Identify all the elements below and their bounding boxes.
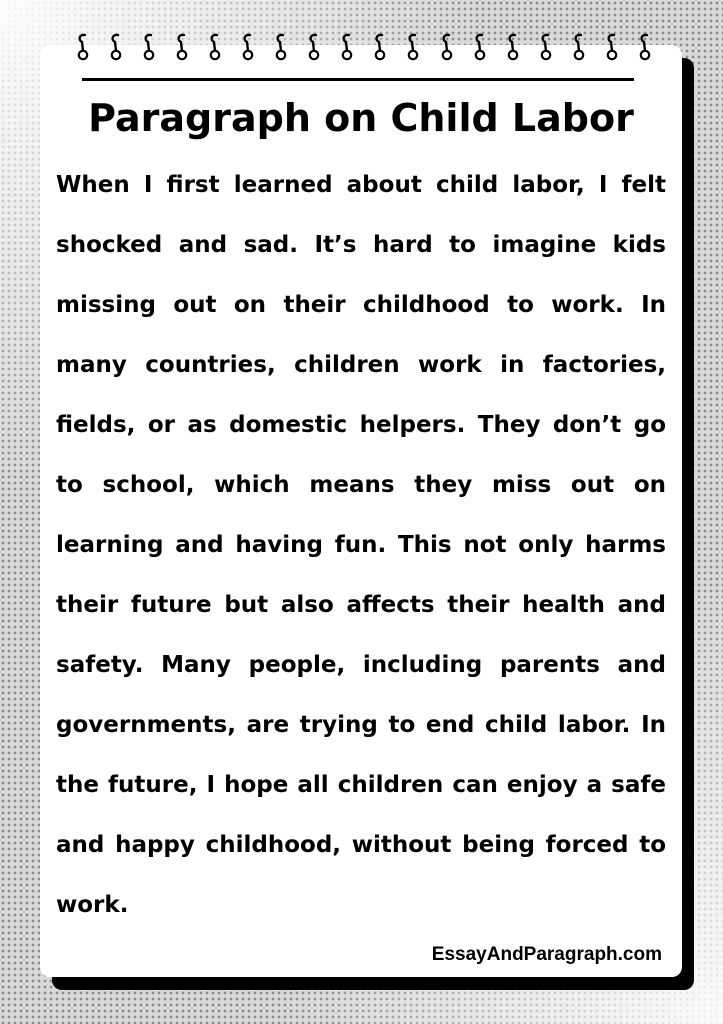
spiral-binding-ring-icon [438,33,456,63]
spiral-binding-ring-icon [305,33,323,63]
spiral-binding-ring-icon [206,33,224,63]
spiral-binding-ring-icon [74,33,92,63]
spiral-binding-ring-icon [636,33,654,63]
page-title: Paragraph on Child Labor [88,96,634,140]
title-rule [82,78,634,81]
paragraph-text: When I first learned about child labor, I felt shocked and sad. It’s hard to imagine kids missing out on their childhood to work. In many countries, children work in factories, fields, or as domestic helpers. They don’t go to school, which means they miss out on learning and having fun. This not only harms their future but also affects their health and safety. Many people, including parents and governments, are trying to end child labor. In the future, I hope all children can enjoy a safe and happy childhood, without being forced to work. [56,172,666,918]
spiral-binding [74,33,654,63]
spiral-binding-ring-icon [537,33,555,63]
spiral-binding-ring-icon [140,33,158,63]
spiral-binding-ring-icon [570,33,588,63]
site-watermark: EssayAndParagraph.com [431,944,662,965]
spiral-binding-ring-icon [239,33,257,63]
spiral-binding-ring-icon [603,33,621,63]
spiral-binding-ring-icon [272,33,290,63]
spiral-binding-ring-icon [404,33,422,63]
spiral-binding-ring-icon [338,33,356,63]
spiral-binding-ring-icon [371,33,389,63]
spiral-binding-ring-icon [471,33,489,63]
spiral-binding-ring-icon [504,33,522,63]
spiral-binding-ring-icon [107,33,125,63]
notepad-card [40,45,682,977]
spiral-binding-ring-icon [173,33,191,63]
